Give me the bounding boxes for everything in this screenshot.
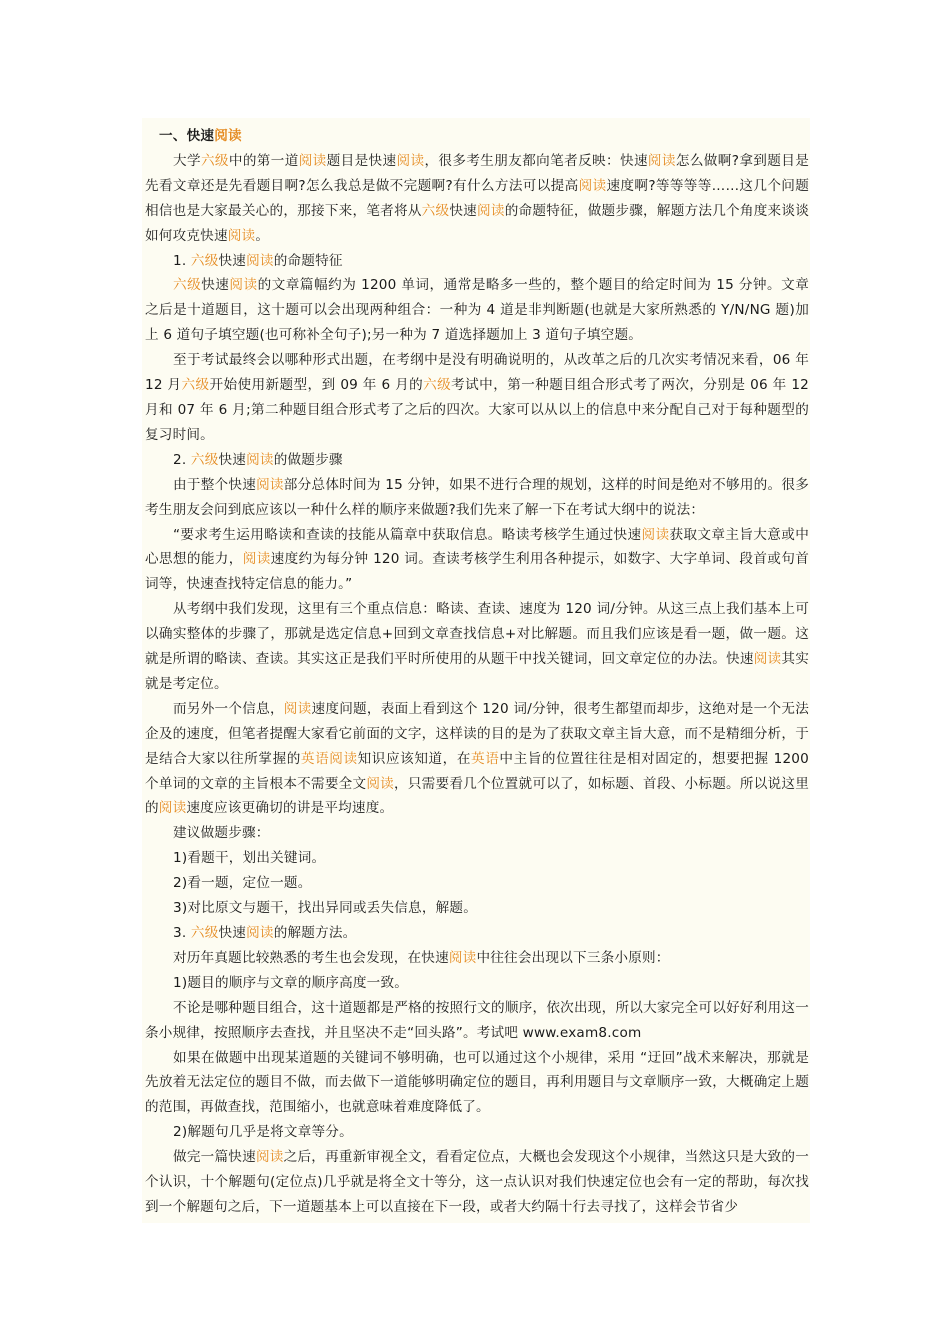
keyword-link[interactable]: 阅读 (283, 700, 312, 717)
paragraph: 1. 六级快速阅读的命题特征 (173, 252, 343, 269)
keyword-link[interactable]: 阅读 (246, 252, 274, 269)
paragraph: 六级快速阅读的文章篇幅约为 1200 单词，通常是略多一些的，整个题目的给定时间为 15 分钟。文章之后是十道题目，这十题可以会出现两种组合：一种为 4 道是非判断题(也就是大家所熟悉的 Y/N/NG 题)加上 6 道句子填空题(也可称补全句子);另一种为 7 道选择题加上 3 道句子填空题。 (145, 277, 809, 344)
keyword-link[interactable]: 英语阅读 (300, 750, 358, 767)
keyword-link[interactable]: 阅读 (214, 128, 242, 144)
keyword-link[interactable]: 英语 (471, 750, 500, 767)
keyword-link[interactable]: 六级 (190, 252, 219, 269)
paragraph: 从考纲中我们发现，这里有三个重点信息：略读、查读、速度为 120 词/分钟。从这三点上我们基本上可以确实整体的步骤了，那就是选定信息+回到文章查找信息+对比解题。而且我们应该是看一题，做一题。这就是所谓的略读、查读。其实这正是我们平时所使用的从题干中找关键词，回文章定位的办法。快速阅读其实就是考定位。 (145, 601, 810, 692)
paragraph: 3)对比原文与题干，找出异同或丢失信息，解题。 (173, 900, 478, 917)
keyword-link[interactable]: 阅读 (227, 227, 256, 244)
keyword-link[interactable]: 六级 (421, 202, 450, 219)
keyword-link[interactable]: 阅读 (753, 651, 782, 668)
paragraph: 建议做题步骤： (173, 825, 270, 842)
keyword-link[interactable]: 阅读 (158, 800, 187, 817)
paragraph: 大学六级中的第一道阅读题目是快速阅读，很多考生朋友都向笔者反映：快速阅读怎么做啊?拿到题目是先看文章还是先看题目啊?怎么我总是做不完题啊?有什么方法可以提高阅读速度啊?等等等等……这几个问题相信也是大家最关心的，那接下来，笔者将从六级快速阅读的命题特征，做题步骤，解题方法几个角度来谈谈如何攻克快速阅读。 (145, 152, 810, 244)
paragraph: 1)看题干，划出关键词。 (173, 850, 326, 867)
paragraph: 由于整个快速阅读部分总体时间为 15 分钟，如果不进行合理的规划，这样的时间是绝对不够用的。很多考生朋友会问到底应该以一种什么样的顺序来做题?我们先来了解一下在考试大纲中的说法： (145, 476, 810, 518)
keyword-link[interactable]: 阅读 (396, 152, 425, 169)
paragraph: 至于考试最终会以哪种形式出题，在考纲中是没有明确说明的，从改革之后的几次实考情况来看，06 年 12 月六级开始使用新题型，到 09 年 6 月的六级考试中，第一种题目组合形式考了两次，分别是 06 年 12 月和 07 年 6 月;第二种题目组合形式考了之后的四次。大家可以从以上的信息中来分配自己对于每种题型的复习时间。 (145, 352, 810, 443)
keyword-link[interactable]: 六级 (173, 277, 202, 294)
keyword-link[interactable]: 阅读 (366, 775, 395, 792)
paragraph: “要求考生运用略读和查读的技能从篇章中获取信息。略读考核学生通过快速阅读获取文章主旨大意或中心思想的能力，阅读速度约为每分钟 120 词。查读考核学生利用各种提示，如数字、大字单词、段首或句首词等，快速查找特定信息的能力。” (145, 526, 810, 593)
keyword-link[interactable]: 阅读 (578, 177, 607, 194)
keyword-link[interactable]: 阅读 (246, 925, 274, 941)
keyword-link[interactable]: 阅读 (229, 277, 258, 294)
keyword-link[interactable]: 六级 (190, 925, 219, 941)
keyword-link[interactable]: 阅读 (242, 551, 271, 568)
keyword-link[interactable]: 阅读 (256, 476, 284, 493)
keyword-link[interactable]: 六级 (423, 377, 452, 394)
keyword-link[interactable]: 阅读 (477, 202, 505, 219)
paragraph: 而另外一个信息，阅读速度问题，表面上看到这个 120 词/分钟，很考生都望而却步，这绝对是一个无法企及的速度，但笔者提醒大家看它前面的文字，这样读的目的是为了获取文章主旨大意，而不是精细分析，于是结合大家以往所掌握的英语阅读知识应该知道，在英语中主旨的位置往往是相对固定的，想要把握 1200 个单词的文章的主旨根本不需要全文阅读，只需要看几个位置就可以了，如标题、首段、小标题。所以说这里的阅读速度应该更确切的讲是平均速度。 (145, 700, 809, 817)
keyword-link[interactable]: 阅读 (647, 152, 676, 169)
paragraph: 2)解题句几乎是将文章等分。 (173, 1124, 353, 1141)
paragraph: 如果在做题中出现某道题的关键词不够明确，也可以通过这个小规律，采用 “迂回”战术来解决，那就是先放着无法定位的题目不做，而去做下一道能够明确定位的题目，再利用题目与文章顺序一致，大概确定上题的范围，再做查找，范围缩小，也就意味着难度降低了。 (145, 1049, 809, 1116)
keyword-link[interactable]: 六级 (200, 152, 229, 169)
paragraph: 做完一篇快速阅读之后，再重新审视全文，看看定位点，大概也会发现这个小规律，当然这只是大致的一个认识，十个解题句(定位点)几乎就是将全文十等分，这一点认识对我们快速定位也会有一定的帮助，每次找到一个解题句之后，下一道题基本上可以直接在下一段，或者大约隔十行去寻找了，这样会节省少 (145, 1149, 809, 1215)
keyword-link[interactable]: 阅读 (246, 451, 274, 468)
paragraph: 对历年真题比较熟悉的考生也会发现，在快速阅读中往往会出现以下三条小原则： (173, 949, 670, 966)
article-body (145, 124, 809, 1220)
paragraph: 3. 六级快速阅读的解题方法。 (173, 925, 357, 941)
keyword-link[interactable]: 阅读 (255, 1149, 284, 1166)
keyword-link[interactable]: 阅读 (298, 152, 327, 169)
keyword-link[interactable]: 阅读 (641, 526, 670, 543)
paragraph: 1)题目的顺序与文章的顺序高度一致。 (173, 974, 409, 991)
section-heading: 一、快速阅读 (159, 128, 242, 144)
paragraph: 2)看一题，定位一题。 (173, 875, 312, 892)
paragraph: 2. 六级快速阅读的做题步骤 (173, 451, 343, 468)
keyword-link[interactable]: 六级 (181, 377, 210, 394)
paragraph: 不论是哪种题目组合，这十道题都是严格的按照行文的顺序，依次出现，所以大家完全可以好好利用这一条小规律，按照顺序去查找，并且坚决不走“回头路”。考试吧 www.exam8.com (145, 999, 809, 1041)
keyword-link[interactable]: 六级 (190, 451, 219, 468)
keyword-link[interactable]: 阅读 (448, 949, 477, 966)
